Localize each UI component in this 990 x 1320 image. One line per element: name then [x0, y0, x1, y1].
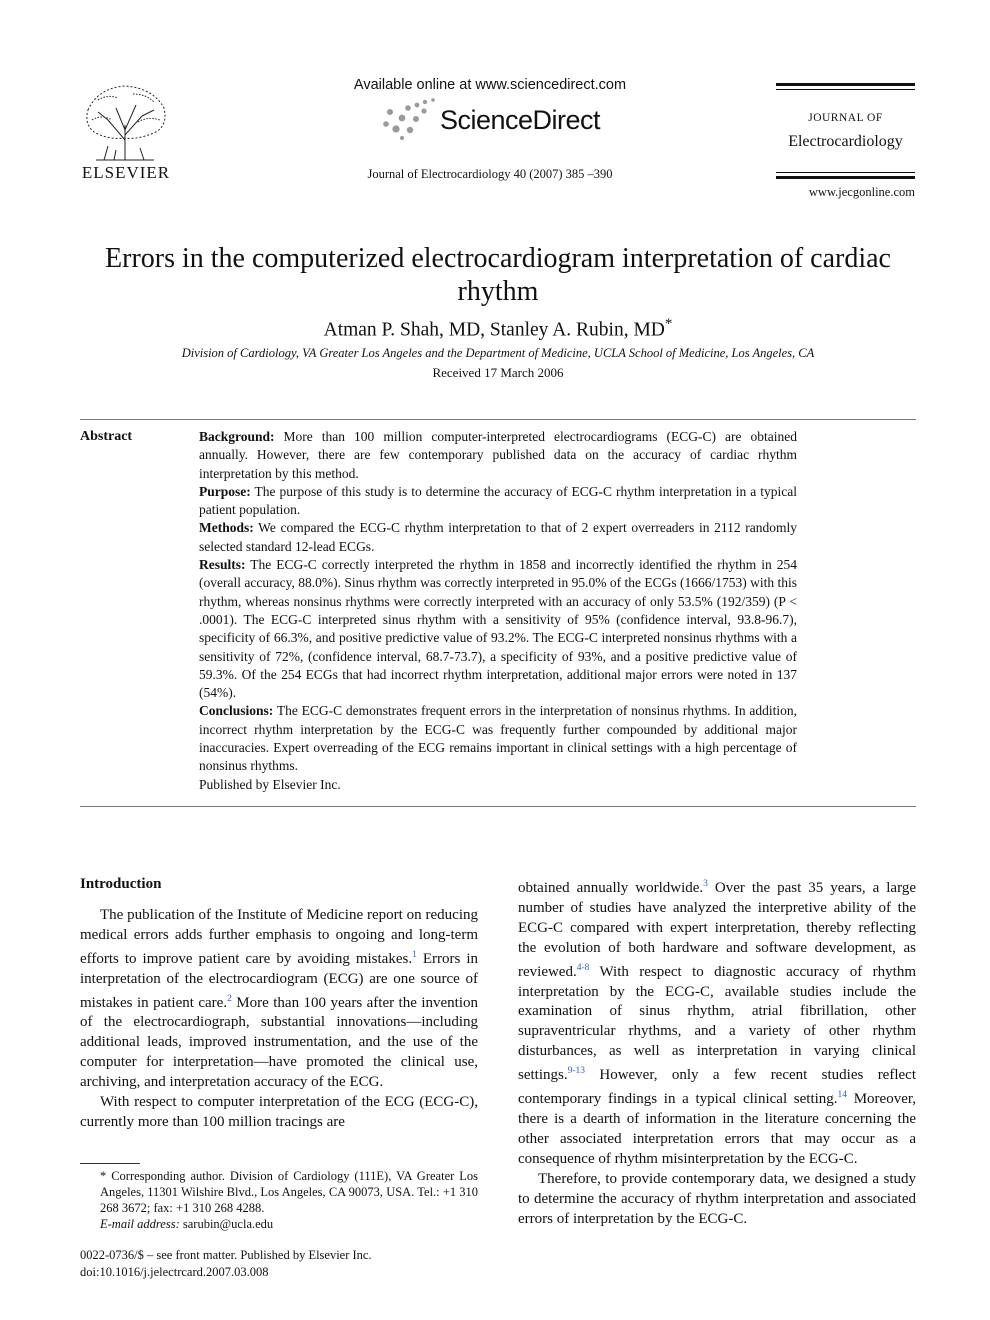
- doi-link[interactable]: doi:10.1016/j.jelectrcard.2007.03.008: [80, 1265, 269, 1279]
- abstract-label: Abstract: [80, 429, 133, 444]
- abstract-body: [199, 428, 797, 794]
- abstract-section-text: More than 100 million computer-interpreted electrocardiograms (ECG-C) are obtained annually. However, there are few contemporary published data on the accuracy of cardiac rhythm interpretation by this method.: [199, 429, 797, 481]
- journal-rule: [776, 172, 915, 173]
- paragraph-text: obtained annually worldwide.: [518, 880, 704, 896]
- sciencedirect-wordmark: ScienceDirect: [440, 105, 601, 135]
- paragraph-text: Errors in interpretation of the electrocardiogram (ECG) are one source of mistakes in patient care.: [80, 950, 478, 1011]
- journal-name-line2: Electrocardiology: [788, 133, 903, 150]
- journal-name-line1: JOURNAL OF: [808, 112, 883, 124]
- reference-link[interactable]: 4-8: [576, 962, 590, 973]
- body-paragraph: [80, 906, 478, 1093]
- journal-rule: [776, 176, 915, 179]
- abstract-section-text: The ECG-C demonstrates frequent errors in the interpretation of nonsinus rhythms. In addition, incorrect rhythm interpretation by the ECG-C was frequently further compounded by additional major inaccuracies. Expert overreading of the ECG remains important in clinical settings with a high percentage of nonsinus rhythms.: [199, 703, 797, 774]
- reference-link[interactable]: 2: [227, 993, 232, 1004]
- abstract-rule: [80, 419, 916, 420]
- reference-link[interactable]: 14: [837, 1090, 848, 1101]
- available-online-text: Available online at www.sciencedirect.com: [353, 77, 627, 93]
- author-list: [80, 316, 916, 342]
- authors-text: Atman P. Shah, MD, Stanley A. Rubin, MD: [323, 319, 665, 341]
- abstract-purpose: [199, 483, 797, 520]
- abstract-methods: [199, 519, 797, 556]
- reference-link[interactable]: 9-13: [567, 1066, 586, 1077]
- abstract-section-label: Background:: [199, 429, 275, 444]
- author-affiliation: Division of Cardiology, VA Greater Los Angeles and the Department of Medicine, UCLA School of Medicine, Los Angeles, CA: [181, 346, 815, 360]
- abstract-section-label: Conclusions:: [199, 703, 274, 719]
- paragraph-text: With respect to diagnostic accuracy of rhythm interpretation by the ECG-C, available studies include the examination of sinus rhythm, atrial fibrillation, other supraventricular rhythms, and a variety of other rhythm disturbances, as well as interpretation in varying clinical settings.: [518, 963, 916, 1084]
- abstract-section-label: Results:: [199, 557, 246, 573]
- publisher-name: ELSEVIER: [81, 163, 171, 182]
- abstract-section-text: The ECG-C correctly interpreted the rhythm in 1858 and incorrectly identified the rhythm in 254 (overall accuracy, 88.0%). Sinus rhythm was correctly interpreted in 95.0% of the ECGs (1666/1753) with this rhythm, whereas nonsinus rhythms were correctly interpreted with an accuracy of only 53.5% (192/359) (P < .0001). The ECG-C interpreted sinus rhythm with a sensitivity of 95% (confidence interval, 93.8-96.7), specificity of 66.3%, and positive predictive value of 93.2%. The ECG-C interpreted nonsinus rhythms with a sensitivity of 72%, (confidence interval, 68.7-73.7), a specificity of 93%, and a positive predictive value of 59.3%. Of the 254 ECGs that had incorrect rhythm interpretation, additional major errors were noted in 137 (54%).: [199, 557, 797, 701]
- abstract-rule: [80, 806, 916, 807]
- body-paragraph: Therefore, to provide contemporary data, we designed a study to determine the accuracy of rhythm interpretation and associated errors of interpretation by the ECG-C.: [518, 1170, 916, 1227]
- right-column: [518, 875, 916, 1229]
- abstract-section-label: Purpose:: [199, 483, 251, 499]
- left-column: [80, 875, 478, 1133]
- abstract-section-text: The purpose of this study is to determine the accuracy of ECG-C rhythm interpretation in a typical patient population.: [199, 483, 797, 518]
- abstract-background: [199, 428, 797, 483]
- journal-citation: Journal of Electrocardiology 40 (2007) 385 –390: [367, 167, 613, 181]
- footnote-rule: [80, 1163, 140, 1164]
- footnote: [80, 1168, 478, 1232]
- body-paragraph: [518, 875, 916, 1170]
- paragraph-text: The publication of the Institute of Medicine report on reducing medical errors adds further emphasis to ongoing and long-term efforts to improve patient care by avoiding mistakes.: [80, 906, 478, 967]
- corresponding-author-note: * Corresponding author. Division of Cardiology (111E), VA Greater Los Angeles, 11301 Wilshire Blvd., Los Angeles, CA 90073, USA. Tel.: +1 310 268 3672; fax: +1 310 268 4288.: [100, 1169, 478, 1215]
- journal-rule: [776, 83, 915, 86]
- issn-line: 0022-0736/$ – see front matter. Published by Elsevier Inc.: [80, 1248, 372, 1262]
- page-footer: [80, 1247, 480, 1281]
- paragraph-text: Over the past 35 years, a large number of studies have analyzed the interpretive ability of the ECG-C compared with expert interpretation, thereby reflecting the evolution of both hardware and software development, as reviewed.: [518, 880, 916, 980]
- received-date: Received 17 March 2006: [432, 365, 564, 380]
- email-label: E-mail address:: [100, 1217, 180, 1231]
- journal-url-link[interactable]: www.jecgonline.com: [808, 185, 915, 199]
- body-paragraph: With respect to computer interpretation of the ECG (ECG-C), currently more than 100 million tracings are: [80, 1094, 478, 1130]
- email-line: [80, 1216, 478, 1232]
- section-heading-introduction: Introduction: [80, 876, 162, 892]
- abstract-conclusions: [199, 702, 797, 775]
- journal-rule: [776, 89, 915, 90]
- abstract-section-label: Methods:: [199, 520, 254, 536]
- sciencedirect-dots-icon: [380, 96, 440, 140]
- reference-link[interactable]: 3: [703, 879, 708, 889]
- reference-link[interactable]: 1: [412, 949, 417, 960]
- abstract-results: [199, 556, 797, 702]
- paragraph-text: However, only a few recent studies reflect contemporary findings in a typical clinical setting.: [518, 1067, 916, 1108]
- abstract-publisher-note: Published by Elsevier Inc.: [199, 776, 341, 792]
- email-link[interactable]: sarubin@ucla.edu: [182, 1217, 274, 1231]
- paragraph-text: Moreover, there is a dearth of information in the literature concerning the other associated interpretation errors that may occur as a consequence of rhythm misinterpretation by the ECG-C.: [518, 1091, 916, 1167]
- corresponding-author-mark[interactable]: *: [664, 316, 673, 332]
- paragraph-text: More than 100 years after the invention of the electrocardiograph, substantial innovations—including additional leads, improved instrumentation, and the use of the computer for interpretation—have promoted the clinical use, archiving, and interpretation accuracy of the ECG.: [80, 994, 479, 1091]
- abstract-section-text: We compared the ECG-C rhythm interpretation to that of 2 expert overreaders in 2112 randomly selected standard 12-lead ECGs.: [199, 520, 797, 554]
- article-title: Errors in the computerized electrocardiogram interpretation of cardiac rhythm: [105, 243, 891, 307]
